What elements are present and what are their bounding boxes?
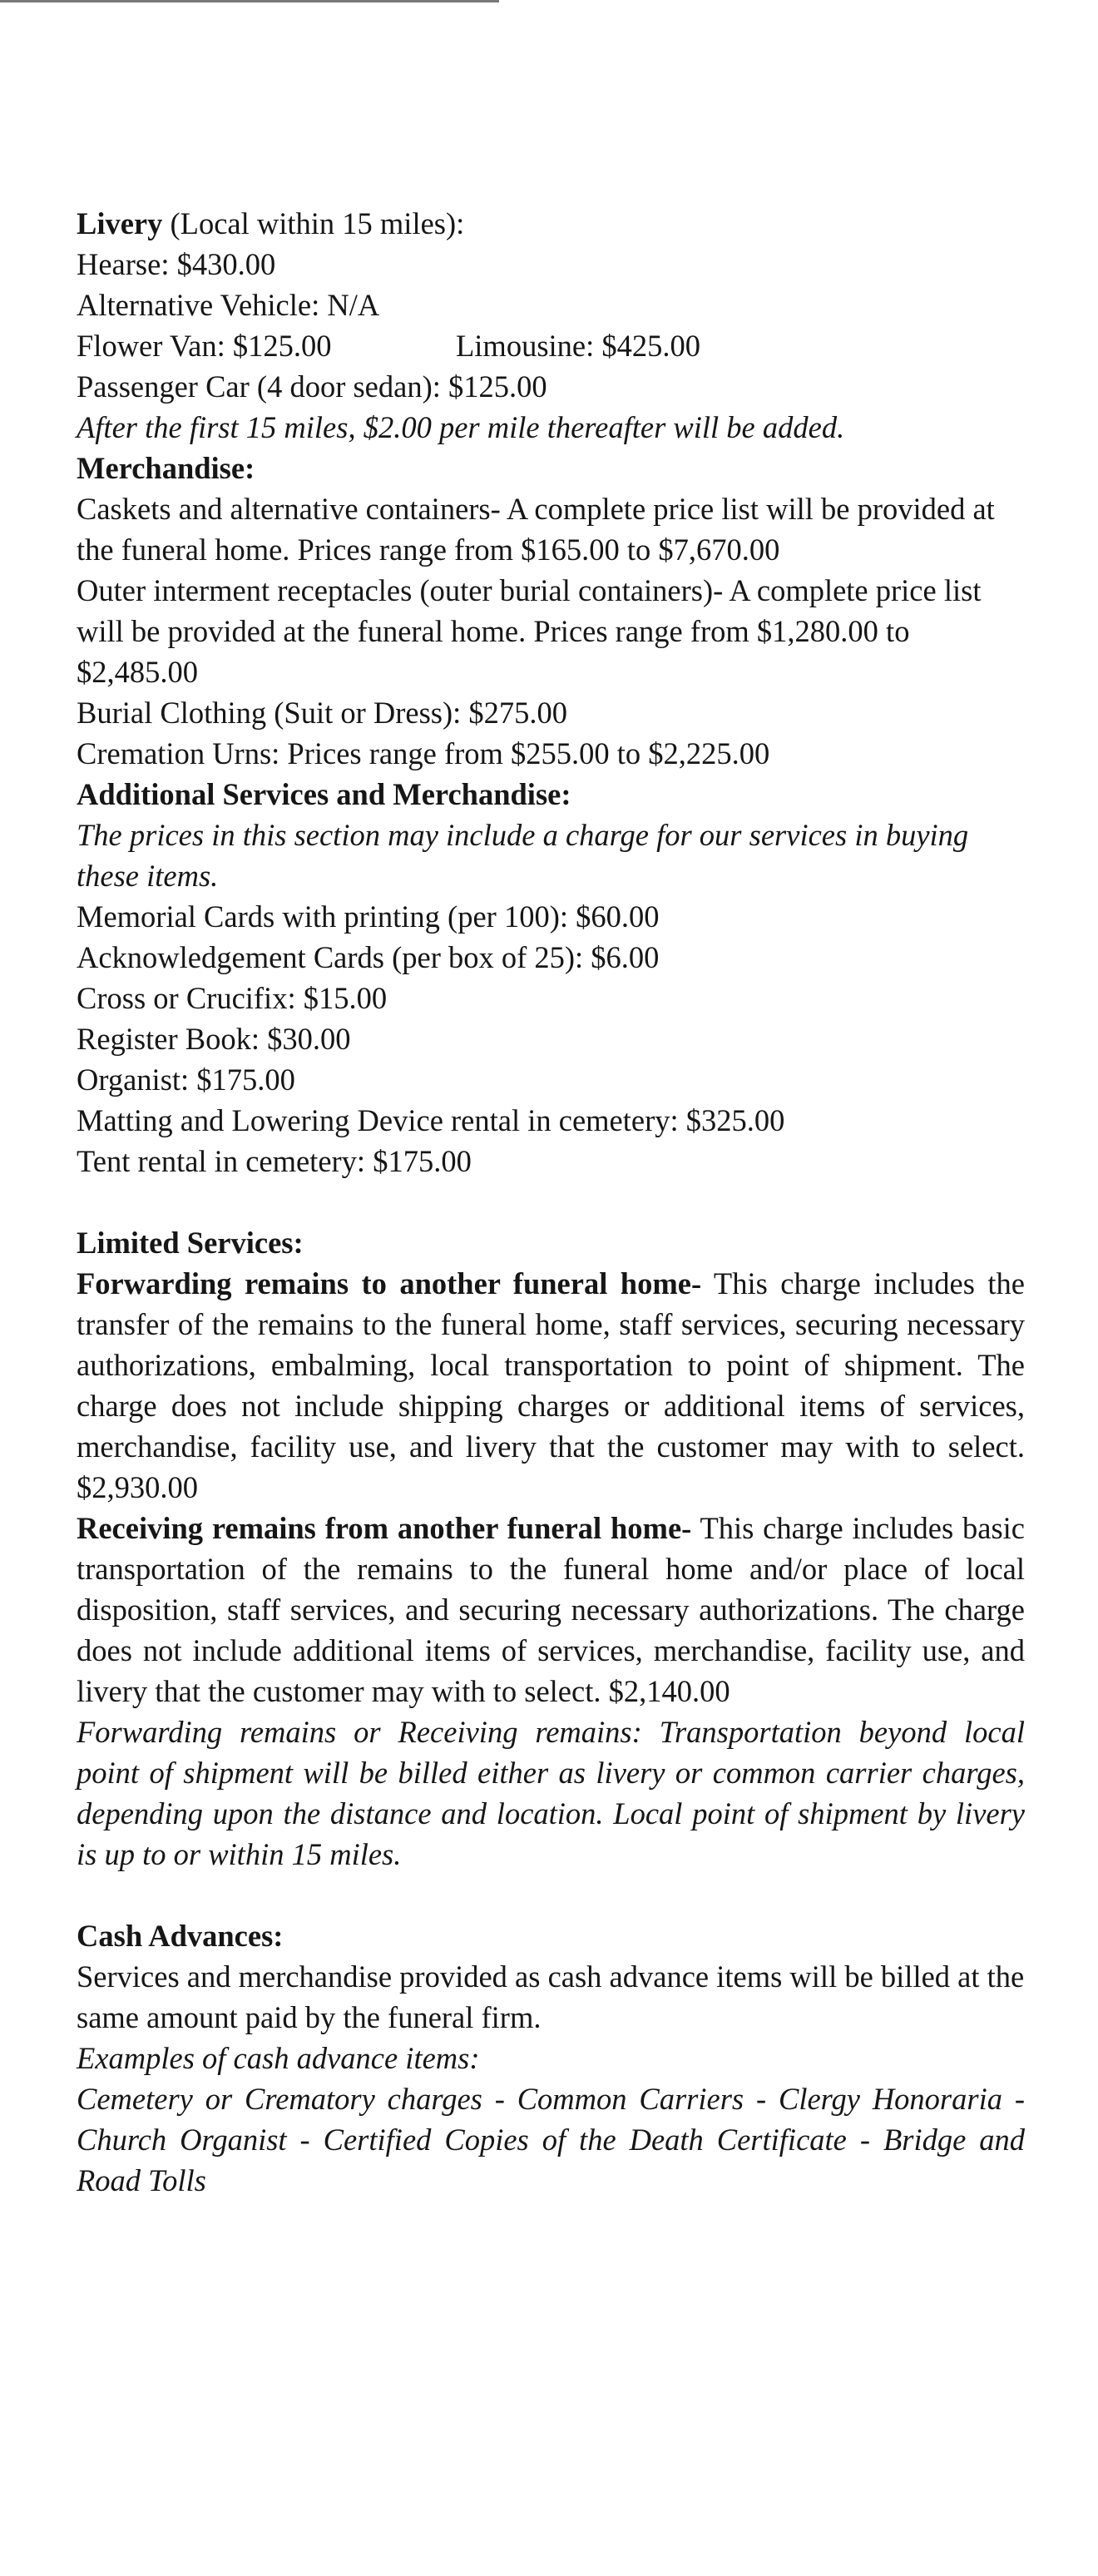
receiving-text: This charge includes basic transportation of the remains to the funeral home and/or place of local disposition, staff services, and securing necessary authorizations. The charge does not include additional items of services, merchandise, facility use, and livery that the customer may with to select. $2,140.00 <box>77 1511 1025 1708</box>
receiving-paragraph <box>77 1508 1025 1712</box>
hearse-price: Hearse: $430.00 <box>77 247 276 281</box>
section-gap <box>77 1875 1025 1915</box>
organist-price: Organist: $175.00 <box>77 1063 295 1097</box>
merchandise-section <box>77 448 1025 774</box>
additional-note: The prices in this section may include a charge for our services in buying these items. <box>77 818 969 893</box>
forwarding-text: This charge includes the transfer of the remains to the funeral home, staff services, securing necessary authorizations, embalming, local transportation to point of shipment. The charge does not include shipping charges or additional items of services, merchandise, facility use, and livery that the customer may with to select. $2,930.00 <box>77 1266 1026 1504</box>
additional-heading: Additional Services and Merchandise: <box>77 777 571 811</box>
limited-section <box>77 1222 1025 1875</box>
limousine-price: Limousine: $425.00 <box>456 329 701 363</box>
livery-heading-line <box>77 203 1025 244</box>
matting-price: Matting and Lowering Device rental in cemetery: $325.00 <box>77 1103 785 1137</box>
alternative-vehicle-price: Alternative Vehicle: N/A <box>77 288 380 322</box>
section-gap <box>77 1181 1025 1222</box>
cash-examples: Cemetery or Crematory charges - Common Carriers - Clergy Honoraria - Church Organist - Certified Copies of the Death Certificate - Bridge and Road Tolls <box>77 2082 1025 2197</box>
cash-section <box>77 1915 1025 2201</box>
register-book-price: Register Book: $30.00 <box>77 1022 351 1056</box>
scan-edge-line <box>0 0 499 2</box>
cash-examples-label: Examples of cash advance items: <box>77 2041 480 2075</box>
price-list-page <box>77 203 1025 2201</box>
outer-interment-item: Outer interment receptacles (outer burial containers)- A complete price list will be provided at the funeral home. Prices range from $1,280.00 to $2,485.00 <box>77 573 982 689</box>
cross-price: Cross or Crucifix: $15.00 <box>77 981 388 1015</box>
additional-section <box>77 774 1025 1181</box>
acknowledgement-cards-price: Acknowledgement Cards (per box of 25): $6.00 <box>77 940 660 974</box>
livery-section <box>77 203 1025 448</box>
transport-note: Forwarding remains or Receiving remains: Transportation beyond local point of shipment will be billed either as livery or common carrier charges, depending upon the distance and location. Local point of shipment by livery is up to or within 15 miles. <box>77 1715 1025 1871</box>
tent-price: Tent rental in cemetery: $175.00 <box>77 1144 472 1178</box>
livery-heading: Livery <box>77 206 163 240</box>
livery-heading-note: (Local within 15 miles): <box>162 206 465 240</box>
burial-clothing-price: Burial Clothing (Suit or Dress): $275.00 <box>77 696 568 730</box>
cash-heading: Cash Advances: <box>77 1919 284 1953</box>
caskets-item: Caskets and alternative containers- A complete price list will be provided at the funeral home. Prices range from $165.00 to $7,670.00 <box>77 492 995 567</box>
forwarding-paragraph <box>77 1263 1025 1508</box>
flower-van-price: Flower Van: $125.00 <box>77 329 332 363</box>
cash-text: Services and merchandise provided as cash advance items will be billed at the same amount paid by the funeral firm. <box>77 1959 1025 2034</box>
memorial-cards-price: Memorial Cards with printing (per 100): $60.00 <box>77 899 660 934</box>
passenger-car-price: Passenger Car (4 door sedan): $125.00 <box>77 369 547 404</box>
receiving-title: Receiving remains from another funeral home- <box>77 1511 692 1545</box>
limited-heading: Limited Services: <box>77 1226 304 1260</box>
van-limo-row <box>77 325 1025 366</box>
mileage-note: After the first 15 miles, $2.00 per mile thereafter will be added. <box>77 410 845 444</box>
cremation-urns-price: Cremation Urns: Prices range from $255.00 to $2,225.00 <box>77 736 770 770</box>
merchandise-heading: Merchandise: <box>77 451 255 485</box>
forwarding-title: Forwarding remains to another funeral home- <box>77 1266 702 1300</box>
